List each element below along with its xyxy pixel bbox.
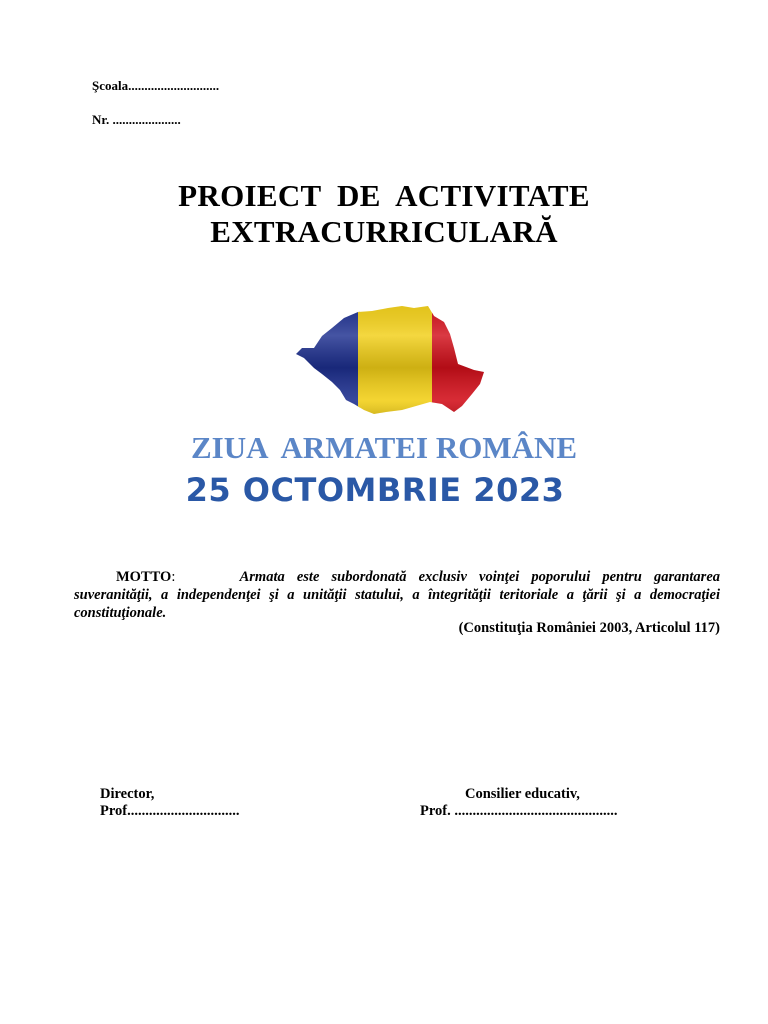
document-title	[0, 178, 768, 250]
title-line-1: PROIECT DE ACTIVITATE	[178, 178, 590, 213]
motto-citation: (Constituţia României 2003, Articolul 117)	[458, 620, 720, 636]
romania-flag-map-image	[262, 290, 502, 420]
registration-number-field: Nr. .....................	[92, 112, 181, 127]
event-name: ZIUA ARMATEI ROMÂNE	[190, 430, 578, 465]
consilier-name-line: Prof. .............................................	[420, 803, 618, 819]
director-role: Director,	[100, 786, 155, 802]
title-line-2: EXTRACURRICULARĂ	[210, 214, 558, 249]
motto-label: MOTTO	[116, 569, 172, 585]
consilier-role: Consilier educativ,	[465, 786, 580, 802]
motto-text: Armata este subordonată exclusiv voinţei poporului pentru garantarea suveranităţii, a independenţei şi a unităţii statului, a întegrităţii teritoriale a ţării şi a democraţiei constituţionale.	[74, 569, 721, 621]
director-signature	[100, 786, 240, 820]
director-name-line: Prof...............................	[100, 803, 240, 819]
event-date: 25 OCTOMBRIE 2023	[185, 471, 565, 509]
school-field: Şcoala............................	[92, 78, 220, 93]
motto-separator: :	[171, 569, 176, 585]
motto-paragraph	[74, 568, 720, 622]
